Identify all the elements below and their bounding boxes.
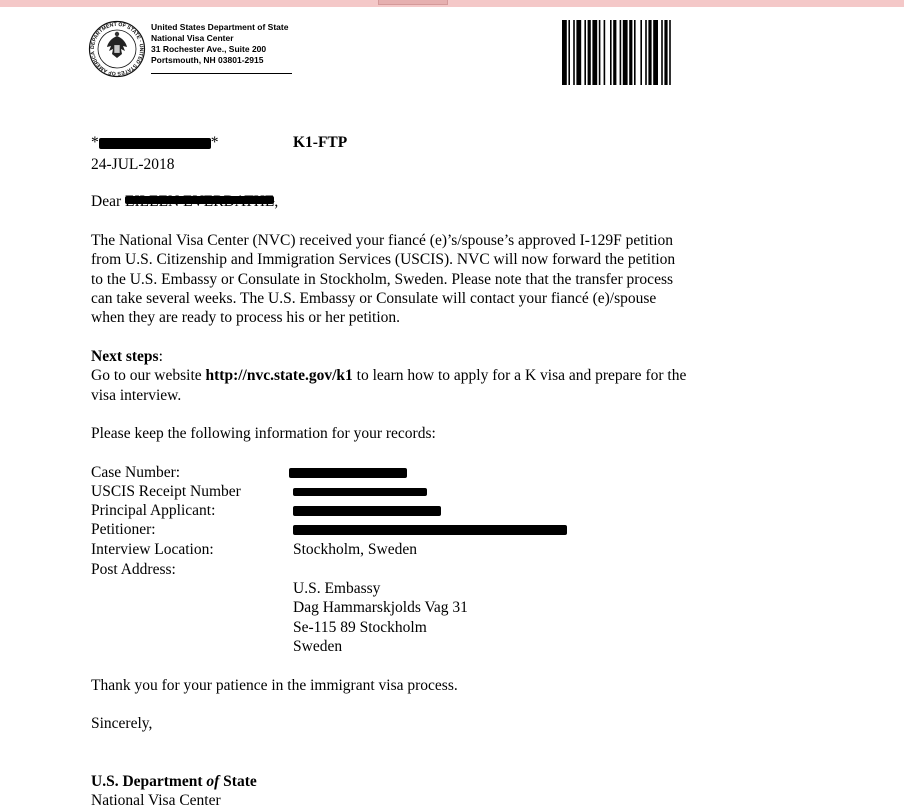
address-line-4: Sweden [293, 638, 343, 655]
department-of-state-seal-icon [88, 20, 146, 78]
nvc-website-link[interactable]: http://nvc.state.gov/k1 [205, 367, 353, 385]
redacted-principal-applicant [293, 506, 441, 516]
letter-date: 24-JUL-2018 [91, 156, 175, 173]
receipt-number-value [293, 482, 427, 501]
seal-text: DEPARTMENT OF STATE · UNITED STATES OF AMERICA [89, 21, 145, 77]
greeting-name-redaction [125, 192, 274, 211]
body-line-1: The National Visa Center (NVC) received your fiancé (e)’s/spouse’s approved I-129F petition [91, 232, 674, 249]
barcode-bar [661, 20, 663, 85]
barcode-bar [588, 20, 591, 85]
principal-applicant-label: Principal Applicant: [91, 502, 216, 519]
body-paragraph [91, 231, 675, 327]
barcode [562, 20, 694, 85]
address-line-1: U.S. Embassy [293, 580, 381, 597]
address-line-2: Dag Hammarskjolds Vag 31 [293, 599, 468, 616]
signature-dept-of: of [206, 773, 220, 790]
greeting-suffix: , [274, 193, 279, 210]
greeting-prefix: Dear [91, 193, 125, 210]
star-right: * [210, 134, 219, 151]
barcode-bar [584, 20, 586, 85]
principal-applicant-value [293, 501, 441, 520]
case-code: K1-FTP [293, 134, 348, 151]
redacted-petitioner [293, 525, 567, 535]
barcode-bar [623, 20, 628, 85]
case-id-line [91, 133, 219, 152]
next-steps-colon: : [158, 348, 163, 365]
body-line-2: from U.S. Citizenship and Immigration Services (USCIS). NVC will now forward the petition [91, 251, 676, 269]
case-number-label: Case Number: [91, 464, 181, 481]
barcode-bar [648, 20, 651, 85]
body-line-3: to the U.S. Embassy or Consulate in Stockholm, Sweden. Please note that the transfer process [91, 270, 674, 288]
barcode-bar [613, 20, 616, 85]
barcode-bar [576, 20, 581, 85]
body-line-5: when they are ready to process his or her petition. [91, 309, 401, 327]
receipt-number-label: USCIS Receipt Number [91, 483, 241, 500]
interview-location-label: Interview Location: [91, 541, 214, 558]
redacted-case-number [289, 468, 407, 478]
barcode-bar [592, 20, 597, 85]
barcode-bar [669, 20, 671, 85]
redacted-case-id [99, 138, 211, 149]
window-top-bar [0, 0, 904, 7]
next-steps-pre: Go to our website [91, 367, 206, 385]
signature-dept-part1: U.S. Department [91, 773, 207, 790]
signature-department [91, 772, 257, 791]
letterhead-city: Portsmouth, NH 03801-2915 [151, 55, 264, 65]
barcode-bar [604, 20, 606, 85]
barcode-bar [573, 20, 575, 85]
barcode-bar [562, 20, 567, 85]
barcode-bar [653, 20, 658, 85]
next-steps-line-2: visa interview. [91, 386, 182, 404]
case-number-value [293, 463, 407, 482]
post-address-label: Post Address: [91, 561, 176, 578]
body-line-4: can take several weeks. The U.S. Embassy or Consulate will contact your fiancé (e)/spouse [91, 289, 657, 307]
petitioner-label: Petitioner: [91, 521, 156, 538]
barcode-bar [640, 20, 642, 85]
petitioner-value [293, 520, 567, 539]
signature-center: National Visa Center [91, 792, 221, 809]
barcode-bar [634, 20, 636, 85]
signature-dept-part2: State [219, 773, 257, 790]
greeting-redact-bar [125, 196, 274, 204]
letterhead-center: National Visa Center [151, 33, 234, 43]
barcode-bar [599, 20, 601, 85]
star-left: * [91, 134, 99, 151]
thank-you-text: Thank you for your patience in the immigrant visa process. [91, 677, 458, 694]
letterhead [151, 22, 288, 66]
next-steps-post: to learn how to apply for a K visa and prepare for the [352, 367, 687, 385]
barcode-bar [610, 20, 612, 85]
barcode-bar [629, 20, 632, 85]
next-steps-heading: Next steps [91, 348, 159, 365]
window-top-tab [378, 0, 448, 5]
barcode-bar [664, 20, 667, 85]
barcode-bar [620, 20, 622, 85]
address-line-3: Se-115 89 Stockholm [293, 619, 427, 636]
letterhead-street: 31 Rochester Ave., Suite 200 [151, 44, 267, 54]
letterhead-department: United States Department of State [151, 22, 289, 32]
barcode-bar [645, 20, 647, 85]
greeting [91, 192, 278, 211]
letterhead-rule [151, 73, 292, 74]
barcode-bar [568, 20, 570, 85]
interview-location-value: Stockholm, Sweden [293, 541, 417, 558]
sincerely-text: Sincerely, [91, 715, 153, 732]
next-steps [91, 347, 686, 405]
keep-info-text: Please keep the following information for your records: [91, 425, 436, 442]
redacted-receipt-number [293, 488, 427, 496]
